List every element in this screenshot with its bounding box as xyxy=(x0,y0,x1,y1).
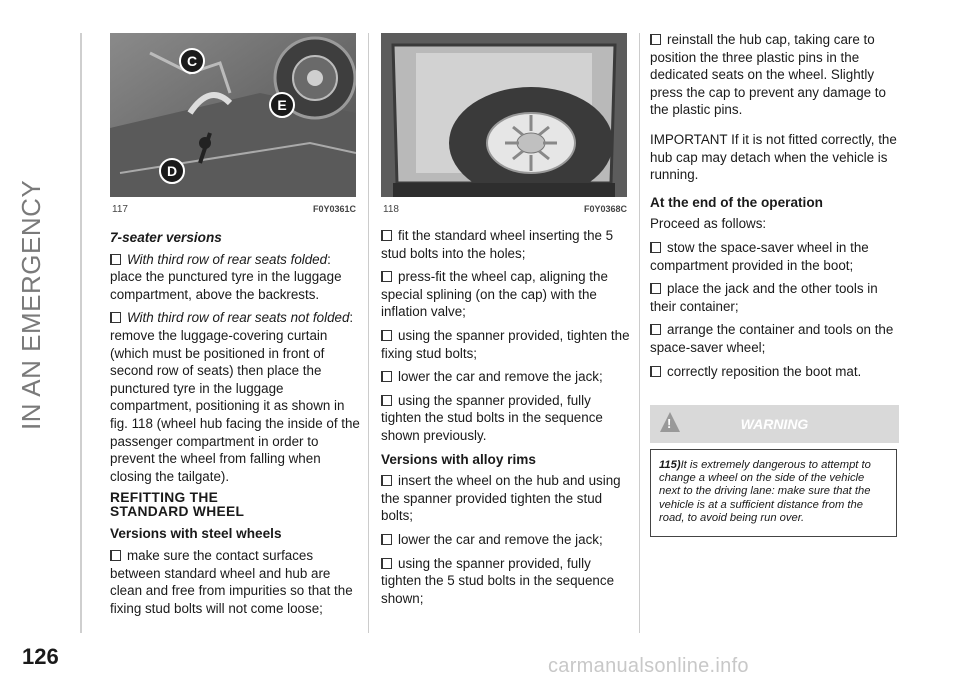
callout-e xyxy=(270,93,294,117)
list-item: place the jack and the other tools in their container; xyxy=(650,280,900,315)
warning-triangle-icon: ! xyxy=(660,412,680,432)
svg-text:C: C xyxy=(186,53,198,69)
callout-c xyxy=(180,49,204,73)
list-item: insert the wheel on the hub and using the spanner provided tighten the stud bolts; xyxy=(381,472,633,525)
column-1 xyxy=(110,227,362,623)
section-title: IN AN EMERGENCY xyxy=(16,179,46,430)
watermark: carmanualsonline.info xyxy=(548,655,749,677)
important-note: IMPORTANT If it is not fitted correctly, the hub cap may detach when the vehicle is running. xyxy=(650,131,897,183)
list-item: fit the standard wheel inserting the 5 stud bolts into the holes; xyxy=(381,227,633,262)
seven-seater-heading: 7-seater versions xyxy=(110,230,222,245)
list-item: make sure the contact surfaces between standard wheel and hub are clean and free from impurities so that the fixing stud bolts will not come loose; xyxy=(110,547,362,617)
list-item: With third row of rear seats folded: place the punctured tyre in the luggage compartment, above the backrests. xyxy=(110,251,342,302)
steel-wheels-heading: Versions with steel wheels xyxy=(110,526,282,542)
svg-text:E: E xyxy=(277,97,287,113)
list-item: reinstall the hub cap, taking care to position the three plastic pins in the dedicated seats on the wheel. Slightly press the cap to prevent any damage to the plastic pins. xyxy=(650,31,900,119)
list-item: stow the space-saver wheel in the compartment provided in the boot; xyxy=(650,239,900,274)
end-of-operation-heading: At the end of the operation xyxy=(650,194,823,210)
column-3 xyxy=(650,31,900,386)
alloy-rims-heading: Versions with alloy rims xyxy=(381,451,536,467)
list-item: With third row of rear seats not folded: remove the luggage-covering curtain (which must be positioned in front of second row of seats) then place the punctured tyre in the luggage compartment, positioning it as shown in fig. 118 (wheel hub facing the inside of the passenger compartment in order to prevent the wheel from falling when closing the tailgate). xyxy=(110,310,360,484)
proceed-text: Proceed as follows: xyxy=(650,216,767,232)
column-2 xyxy=(381,227,633,613)
callout-d xyxy=(160,159,184,183)
column-divider-2 xyxy=(639,33,640,633)
column-divider-1 xyxy=(368,33,369,633)
warning-header xyxy=(650,405,899,443)
figure-code: F0Y0361C xyxy=(312,204,356,214)
warning-text: It is extremely dangerous to attempt to change a wheel on the side of the vehicle next to the driving lane: make sure that the vehicle is at a sufficient distance from the road, to avoid being run over. xyxy=(659,459,871,524)
list-item: correctly reposition the boot mat. xyxy=(650,363,900,381)
svg-text:D: D xyxy=(166,163,178,179)
list-item: arrange the container and tools on the space-saver wheel; xyxy=(650,321,900,356)
spare-wheel-well-illustration xyxy=(110,33,356,197)
figure-number: 118 xyxy=(383,203,399,215)
list-item: press-fit the wheel cap, aligning the special splining (on the cap) with the inflation valve; xyxy=(381,268,633,321)
warning-ref: 115) xyxy=(659,459,681,471)
refitting-heading: REFITTING THE STANDARD WHEEL xyxy=(110,490,245,520)
side-divider xyxy=(80,33,82,633)
figure-code: F0Y0368C xyxy=(583,204,627,214)
figure-117-caption xyxy=(112,201,356,217)
figure-118-image xyxy=(381,33,627,197)
warning-box xyxy=(650,449,897,537)
list-item: lower the car and remove the jack; xyxy=(381,531,633,549)
figure-number: 117 xyxy=(112,203,128,215)
page-number: 126 xyxy=(22,644,59,669)
figure-118-caption xyxy=(383,201,627,217)
list-item: using the spanner provided, tighten the fixing stud bolts; xyxy=(381,327,633,362)
list-item: lower the car and remove the jack; xyxy=(381,368,633,386)
warning-title: WARNING xyxy=(740,416,809,432)
list-item: using the spanner provided, fully tighten the 5 stud bolts in the sequence shown; xyxy=(381,555,633,608)
boot-spare-wheel-illustration xyxy=(381,33,627,197)
list-item: using the spanner provided, fully tighten the stud bolts in the sequence shown previously. xyxy=(381,392,633,445)
figure-117-image xyxy=(110,33,356,197)
